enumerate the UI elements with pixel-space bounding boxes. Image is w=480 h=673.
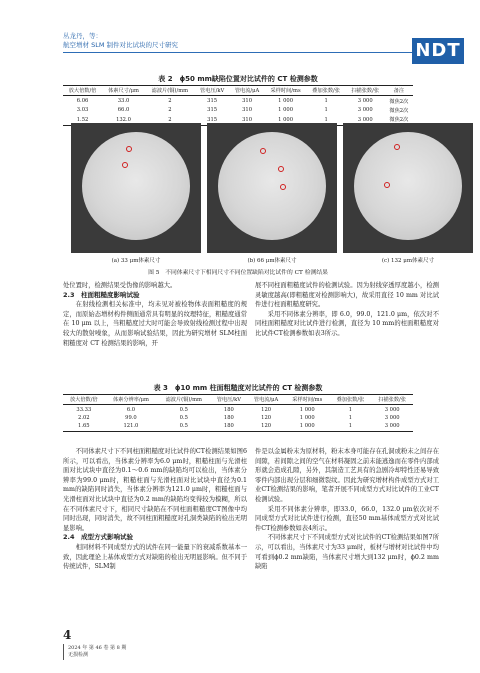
table-cell: 微焦2次 bbox=[389, 98, 409, 105]
running-header bbox=[63, 32, 178, 50]
table-cell: 33.33 bbox=[76, 406, 92, 413]
paragraph: 处位置时，检测结果受伪像的影响越大。 bbox=[63, 282, 177, 289]
table-cell: 3.03 bbox=[76, 107, 89, 114]
right-column-bottom bbox=[255, 447, 439, 572]
table-cell: 120 bbox=[261, 414, 272, 421]
table-row bbox=[63, 405, 413, 414]
table-cell: 120 bbox=[261, 406, 272, 413]
table-header-cell: 叠加张数/张 bbox=[336, 397, 365, 404]
figure5-panel-a bbox=[71, 123, 201, 253]
table-cell: 33.0 bbox=[117, 98, 130, 105]
header-title: 航空增材 SLM 制件对比试块的尺寸研究 bbox=[63, 41, 178, 49]
table-header-cell: 滤波片(铜)/mm bbox=[165, 397, 202, 404]
table-cell: 3 000 bbox=[357, 98, 373, 105]
paragraph: 在射线检测相关标准中，均未见对被检物体表面粗糙度的规定，而原始态增材构件侧面通常具有明显的纹理特征，粗糙度通常在 10 μm 以上，当粗糙度过大时可能会导致射线检测过程中出现较大的散射噪象，从而影响试验结果，因此为研究增材 SLM柱面粗糙度对 CT 检测结果的影响，开 bbox=[63, 301, 247, 347]
ct-slice-image bbox=[218, 132, 326, 240]
table-cell: 1.52 bbox=[76, 116, 89, 123]
table-header-cell: 管电流/μA bbox=[253, 397, 279, 404]
page-number: 4 bbox=[63, 628, 72, 642]
journal-name: 无损检测 bbox=[68, 652, 89, 658]
table-cell: 2 bbox=[168, 98, 172, 105]
header-rule bbox=[63, 52, 413, 53]
paragraph: 不同体素尺寸下不同成型方式对比试件的CT检测结果如图7所示，可以看出，当体素尺寸为33 μm时，板材与增材对比试件中均可看到ϕ0.2 mm缺陷，当体素尺寸增大到132 μm时，ϕ0.2 mm缺陷 bbox=[255, 534, 439, 571]
table-header-cell: 备注 bbox=[393, 88, 405, 95]
footer-journal bbox=[68, 645, 126, 659]
journal-issue: 2024 年 第 46 卷 第 8 期 bbox=[68, 645, 127, 651]
table-cell: 微焦2次 bbox=[389, 117, 409, 124]
header-authors: 丛龙丹，等： bbox=[63, 32, 102, 40]
table-header-cell: 采样时间/ms bbox=[270, 88, 301, 95]
table3 bbox=[63, 394, 413, 432]
table-cell: 0.5 bbox=[179, 406, 188, 413]
table-cell: 0.5 bbox=[179, 423, 188, 430]
table-header-cell: 放大倍数/倍 bbox=[69, 397, 98, 404]
table-header-cell: 体素尺寸/μm bbox=[108, 88, 139, 95]
paragraph: 采用不同体素分辨率，即 6.0，99.0，121.0 μm，依次对不同柱面粗糙度对比试件进行检测，直径为 10 mm的柱面粗糙度对比试件CT检测参数如表3所示。 bbox=[255, 310, 439, 337]
table-cell: 180 bbox=[223, 406, 234, 413]
table-cell: 1 bbox=[324, 116, 328, 123]
table-cell: 1 000 bbox=[278, 98, 294, 105]
table-header-cell: 放大倍数/倍 bbox=[68, 88, 97, 95]
table-cell: 121.0 bbox=[123, 423, 139, 430]
section-heading-2-3: 2.3 柱面粗糙度影响试验 bbox=[63, 290, 140, 299]
table-cell: 132.0 bbox=[116, 116, 131, 123]
table-cell: 1.65 bbox=[78, 423, 90, 430]
figure5-sublabel-a: (a) 33 μm体素尺寸 bbox=[111, 258, 161, 264]
paragraph: 相同材料不同成型方式的试件在同一能量下的衰减系数基本一致，因此理论上基体成型方式对缺陷的检出无明显影响。但不同于传统试件，SLM制 bbox=[63, 543, 247, 571]
table-cell: 1 000 bbox=[299, 406, 315, 413]
section-heading-2-4: 2.4 成型方式影响试验 bbox=[63, 533, 134, 542]
table2 bbox=[63, 85, 413, 126]
table-header-cell: 叠加张数/张 bbox=[312, 88, 340, 95]
table-cell: 2 bbox=[168, 107, 172, 114]
defect-marker bbox=[384, 182, 390, 188]
paragraph: 展不同柱面粗糙度试件的检测试验。因为射线穿透厚度越小，检测灵敏度越高(即粗糙度对检测影响大)，故采用直径 10 mm 对比试件进行柱面粗糙度研究。 bbox=[255, 282, 439, 309]
table-cell: 120 bbox=[261, 423, 272, 430]
defect-marker bbox=[122, 162, 128, 168]
figure5-panel-b bbox=[207, 123, 337, 253]
figure5-caption: 图 5 不同体素尺寸下相同尺寸不同位置缺陷对比试件的 CT 检测结果 bbox=[148, 270, 328, 276]
table3-caption: 表 3 ϕ10 mm 柱面粗糙度对比试件的 CT 检测参数 bbox=[153, 384, 323, 392]
table-cell: 1 bbox=[324, 98, 328, 105]
table-cell: 315 bbox=[207, 116, 218, 123]
journal-logo: NDT bbox=[412, 38, 464, 64]
defect-marker bbox=[126, 146, 132, 152]
defect-marker bbox=[394, 144, 400, 150]
table-cell: 6.06 bbox=[76, 98, 89, 105]
table-cell: 180 bbox=[223, 414, 234, 421]
table-row bbox=[63, 422, 413, 431]
paragraph: 不同体素尺寸下不同柱面粗糙度对比试件的CT检测结果如图6所示，可以看出，当体素分辨率为6.0 μm时，粗糙柱面与光滑柱面对比试块中直径为0.1～0.6 mm的缺陷均可以检出，当体素分辨率为99.0 μm时，粗糙柱面与光滑柱面对比试块中直径为0.1 mm的缺陷同时消失，当体素分辨率为121.0 μm时，粗糙柱面与光滑柱面对比试块中直径为0.2 mm的缺陷均变得较为模糊，所以在不同体素尺寸下，相同尺寸缺陷在不同柱面粗糙度CT图像中均同时出现，同时消失，故不同柱面粗糙度对孔洞类缺陷的检出无明显影响。 bbox=[63, 448, 247, 532]
defect-marker bbox=[278, 166, 284, 172]
ct-slice-image bbox=[354, 132, 462, 240]
table-cell: 3 000 bbox=[384, 423, 400, 430]
left-column-top bbox=[63, 281, 247, 348]
left-column-bottom bbox=[63, 447, 247, 572]
table-cell: 180 bbox=[223, 423, 234, 430]
table-cell: 3 000 bbox=[384, 414, 400, 421]
figure5-sublabel-c: (c) 132 μm体素尺寸 bbox=[381, 258, 435, 264]
table-cell: 315 bbox=[207, 107, 218, 114]
table-cell: 3 000 bbox=[384, 406, 400, 413]
table-cell: 2.02 bbox=[78, 414, 90, 421]
table-row bbox=[63, 106, 413, 115]
table-header-cell: 扫描张数/张 bbox=[351, 88, 380, 95]
table-cell: 99.0 bbox=[125, 414, 137, 421]
figure5-panel-c bbox=[343, 123, 473, 253]
footer-divider bbox=[63, 644, 64, 660]
table-cell: 1 000 bbox=[278, 107, 294, 114]
table-cell: 2 bbox=[168, 116, 172, 123]
figure5-sublabel-b: (b) 66 μm体素尺寸 bbox=[247, 258, 297, 264]
table-header-cell: 采样时间/ms bbox=[292, 397, 323, 404]
table-cell: 0.5 bbox=[179, 414, 188, 421]
table-cell: 3 000 bbox=[357, 116, 373, 123]
table-cell: 1 bbox=[348, 406, 353, 413]
table-header-cell: 体素分辨率/μm bbox=[112, 397, 149, 404]
table-cell: 310 bbox=[242, 116, 252, 123]
defect-marker bbox=[260, 148, 266, 154]
right-column-top bbox=[255, 281, 439, 339]
table-cell: 1 000 bbox=[278, 116, 294, 123]
table-cell: 315 bbox=[207, 98, 218, 105]
table-cell: 微焦2次 bbox=[389, 107, 409, 114]
table-cell: 310 bbox=[242, 107, 252, 114]
table-header-cell: 管电压/kV bbox=[200, 88, 225, 95]
table-cell: 1 000 bbox=[299, 423, 315, 430]
table-header-cell: 管电流/μA bbox=[234, 88, 260, 95]
paragraph: 件是以金属粉末为原材料，粉末本身可能存在孔洞或粉末之间存在间隙，若间隙之间的空气在材料凝固之前未能逃逸而在零件内部成形就会造成孔隙，另外，其制造工艺具有的急剧冷却特性还易导致零件内部出现分层和细微裂纹。因此为研究增材构件成型方式对工业CT检测结果的影响，笔者开展不同成型方式对比试件的工业CT检测试验。 bbox=[255, 448, 439, 503]
table-cell: 3 000 bbox=[357, 107, 373, 114]
table-header-cell: 滤波片(铜)/mm bbox=[151, 88, 189, 95]
table-row bbox=[63, 96, 413, 106]
defect-marker bbox=[280, 184, 286, 190]
table2-caption: 表 2 ϕ50 mm缺陷位置对比试件的 CT 检测参数 bbox=[158, 75, 318, 83]
table-cell: 1 bbox=[348, 414, 353, 421]
table-header-cell: 扫描张数/张 bbox=[378, 397, 406, 404]
table-cell: 1 bbox=[324, 107, 328, 114]
table-row bbox=[63, 414, 413, 422]
table-cell: 6.0 bbox=[126, 406, 136, 413]
table-cell: 310 bbox=[242, 98, 252, 105]
table-cell: 66.0 bbox=[117, 107, 130, 114]
table-header-cell: 管电压/kV bbox=[216, 397, 241, 404]
table-cell: 1 000 bbox=[299, 414, 315, 421]
ct-slice-image bbox=[82, 132, 190, 240]
paragraph: 采用不同体素分辨率，即33.0，66.0，132.0 μm依次对不同成型方式对比试件进行检测，直径50 mm基体成型方式对比试件CT检测参数如表4所示。 bbox=[255, 505, 439, 532]
table-cell: 1 bbox=[348, 423, 353, 430]
